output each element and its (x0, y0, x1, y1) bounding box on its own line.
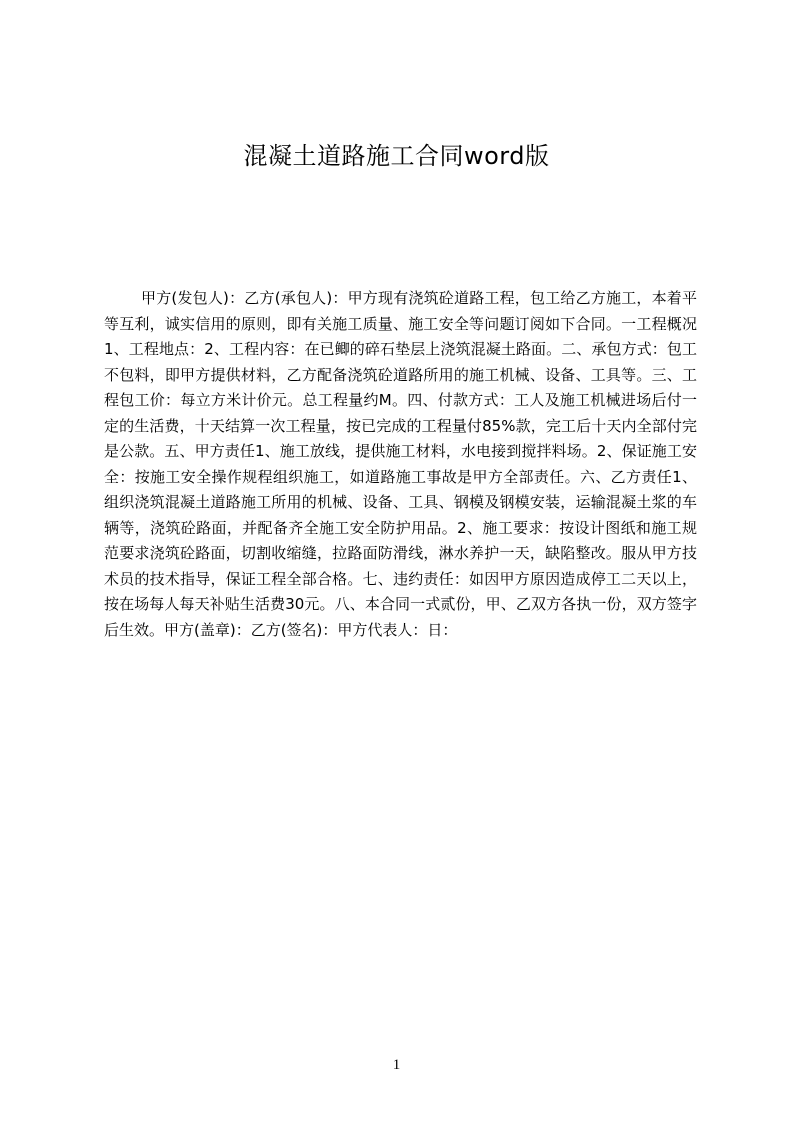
page-number: 1 (392, 1057, 401, 1073)
contract-body-paragraph: 甲方(发包人)：乙方(承包人)：甲方现有浇筑砼道路工程，包工给乙方施工，本着平等互利，诚实信用的原则，即有关施工质量、施工安全等问题订阅如下合同。一工程概况1、工程地点：2、工程内容：在已鲫的碎石垫层上浇筑混凝土路面。二、承包方式：包工不包料，即甲方提供材料，乙方配备浇筑砼道路所用的施工机械、设备、工具等。三、工程包工价：每立方米计价元。总工程量约M。四、付款方式：工人及施工机械进场后付一定的生活费，十天结算一次工程量，按已完成的工程量付85%款，完工后十天内全部付完是公款。五、甲方责任1、施工放线，提供施工材料，水电接到搅拌料场。2、保证施工安全：按施工安全操作规程组织施工，如道路施工事故是甲方全部责任。六、乙方责任1、组织浇筑混凝土道路施工所用的机械、设备、工具、钢模及钢模安装，运输混凝土浆的车辆等，浇筑砼路面，并配备齐全施工安全防护用品。2、施工要求：按设计图纸和施工规范要求浇筑砼路面，切割收缩缝，拉路面防滑线，淋水养护一天，缺陷整改。服从甲方技术员的技术指导，保证工程全部合格。七、违约责任：如因甲方原因造成停工二天以上，按在场每人每天补贴生活费30元。八、本合同一式贰份，甲、乙双方各执一份，双方签字后生效。甲方(盖章)：乙方(签名)：甲方代表人：日： (104, 289, 697, 639)
document-title: 混凝土道路施工合同word版 (243, 142, 550, 170)
body-text-area (104, 286, 697, 696)
